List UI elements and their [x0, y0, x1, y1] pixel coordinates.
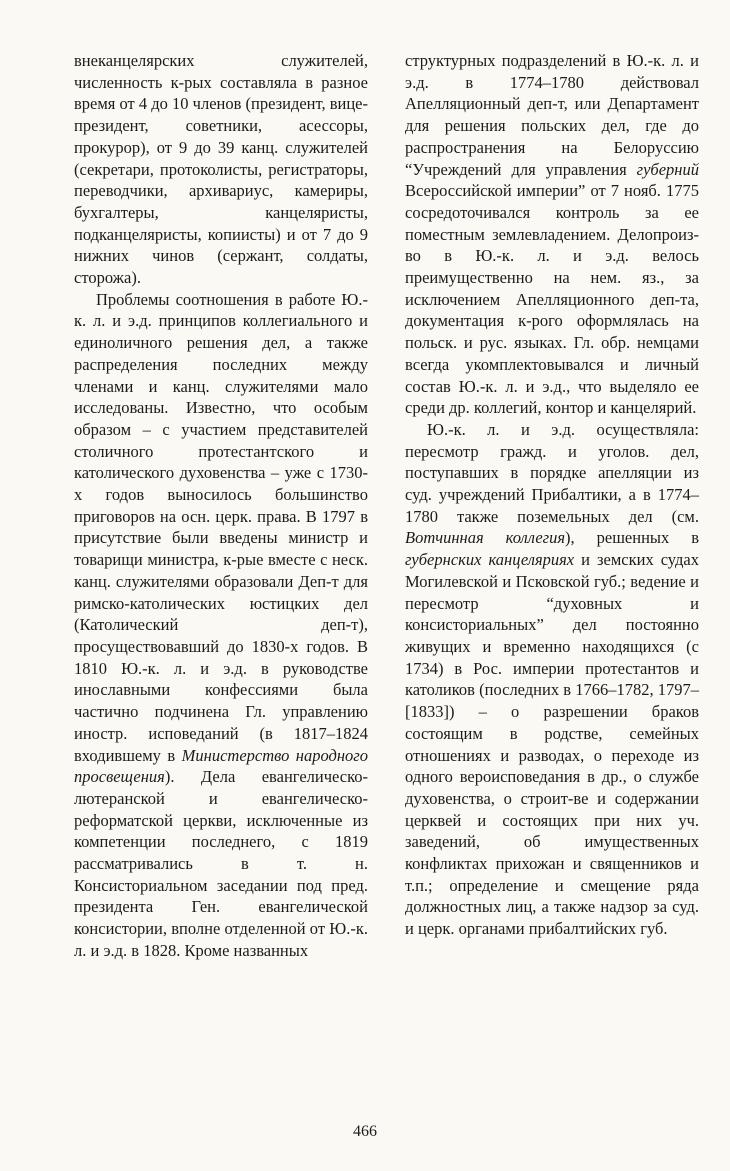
italic-text-run: губернских канцеляриях: [405, 550, 575, 570]
italic-text-run: Министерство народного просвещения: [74, 745, 368, 787]
paragraph: [74, 50, 368, 289]
text-run: внеканцелярских служителей, численность к-рых составляла в разное время от 4 до 10 членов (президент, вице-президент, советники, асессоры, прокурор), от 9 до 39 канц. служителей (секретари, протоколисты, регистраторы, переводчики, архивариус, камериры, бухгалтеры, канцеляристы, подканцеляристы, копиисты) и от 7 до 9 нижних чинов (сержант, солдаты, сторожа).: [74, 51, 368, 288]
paragraph: [74, 289, 368, 962]
text-run: и земских судах Могилевской и Псковской губ.; ведение и пересмотр “духовных и консисториальных” дел постоянно живущих и временно находящихся (с 1734) в Рос. империи протестантов и католиков (последних в 1766–1782, 1797–[1833]) – о разрешении браков состоящим в родстве, семейных отношениях и разводах, о переходе из одного вероисповедания в др., о службе духовенства, о строит-ве и содержании церквей и состоящих при них уч. заведений, об имущественных конфликтах прихожан и священников и т.п.; определение и смещение ряда должностных лиц, а также надзор за суд. и церк. органами прибалтийских губ.: [405, 550, 699, 939]
text-run: Всероссийской империи” от 7 нояб. 1775 сосредоточивался контроль за ее поместным землевладением. Делопроиз-во в Ю.-к. л. и э.д. велось преимущественно на нем. яз., за исключением Апелляционного деп-та, документация к-рого оформлялась на польск. и рус. языках. Гл. обр. немцами всегда укомплектовывался и личный состав Ю.-к. л. и э.д., что выделяло ее среди др. коллегий, контор и канцелярий.: [405, 181, 699, 418]
page-number: 466: [353, 1123, 377, 1140]
text-run: ). Дела евангелическо-лютеранской и евангелическо-реформатской церкви, исключенные из компетенции последнего, с 1819 рассматривались в т. н. Консисториальном заседании под пред. президента Ген. евангелической консистории, вполне отделенной от Ю.-к. л. и э.д. в 1828. Кроме названных: [74, 767, 368, 960]
text-run: структурных подразделений в Ю.-к. л. и э.д. в 1774–1780 действовал Апелляционный деп-т, или Департамент для решения польских дел, где до распространения на Белоруссию “Учреждений для управления: [405, 51, 699, 179]
text-run: ), решенных в: [565, 528, 699, 548]
two-column-text-block: [74, 50, 699, 962]
text-column-right: [405, 50, 699, 962]
text-column-left: [74, 50, 368, 962]
paragraph: [405, 50, 699, 419]
italic-text-run: Вотчинная коллегия: [405, 528, 566, 548]
text-run: Ю.-к. л. и э.д. осуществляла: пересмотр гражд. и уголов. дел, поступавших в порядке апелляции из суд. учреждений Прибалтики, а в 1774–1780 также поземельных дел (см.: [405, 419, 699, 526]
text-run: Проблемы соотношения в работе Ю.-к. л. и э.д. принципов коллегиального и единоличного решения дел, а также распределения последних между членами и канц. служителями мало исследованы. Известно, что особым образом – с участием представителей столичного протестантского и католического духовенства – уже с 1730-х годов выносилось большинство приговоров на осн. церк. права. В 1797 в присутствие были введены министр и товарищи министра, к-рые вместе с неск. канц. служителями образовали Деп-т для римско-католических юстицких дел (Католический деп-т), просуществовавший до 1830-х годов. В 1810 Ю.-к. л. и э.д. в руководстве инославными конфессиями была частично подчинена Гл. управлению иностр. исповеданий (в 1817–1824 входившему в: [74, 289, 368, 765]
paragraph: [405, 419, 699, 940]
italic-text-run: губерний: [636, 159, 699, 179]
